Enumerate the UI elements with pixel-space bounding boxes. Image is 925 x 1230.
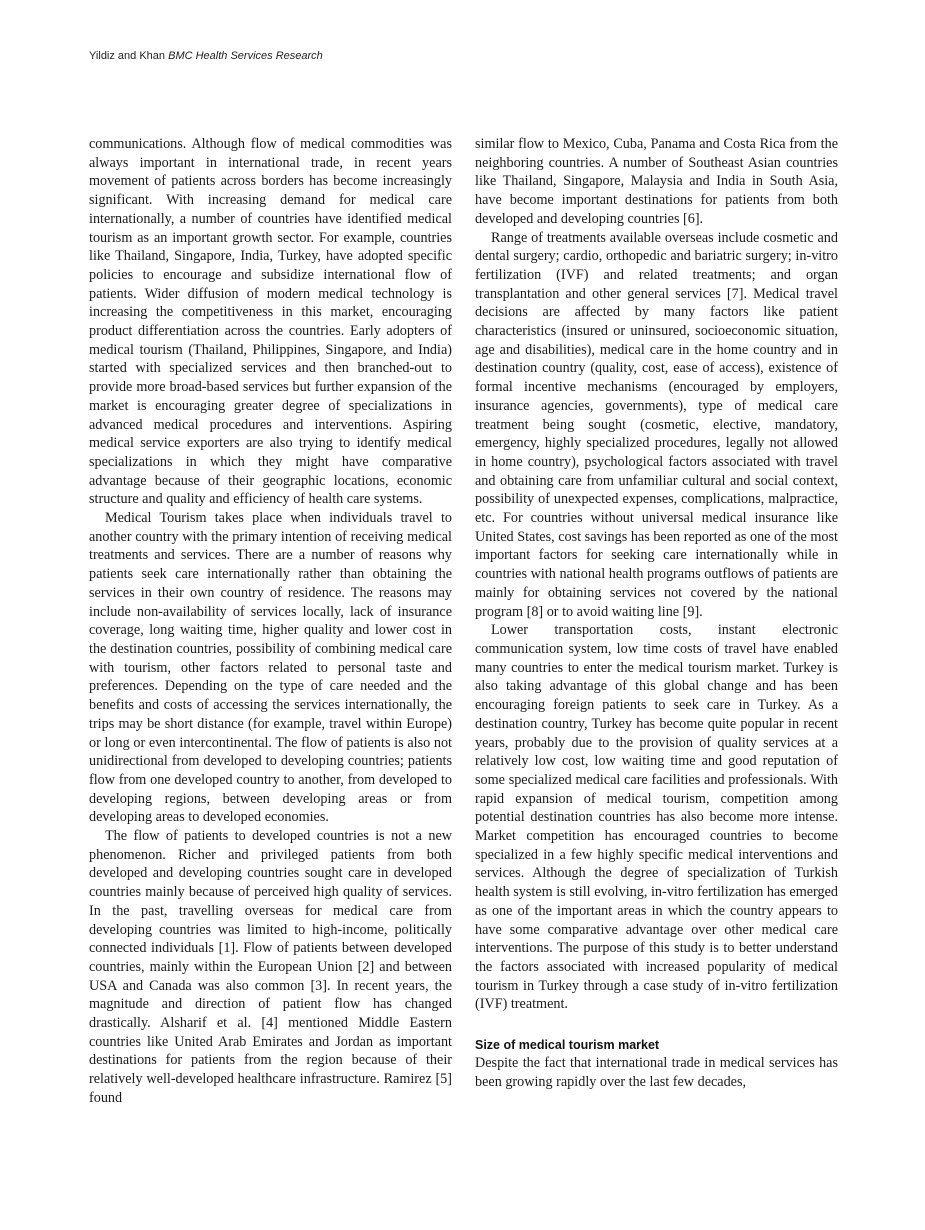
paragraph: Despite the fact that international trade in medical services has been growing rapidly over the last few decades, <box>475 1055 838 1090</box>
section-heading: Size of medical tourism market <box>475 1038 660 1053</box>
paragraph: Lower transportation costs, instant electronic communication system, low time costs of travel have enabled many countries to enter the medical tourism market. Turkey is also taking advantage of this global change and has been encouraging foreign patients to seek care in Turkey. As a destination country, Turkey has become quite popular in recent years, probably due to the provision of quality services at a relatively low cost, low waiting time and good reputation of some specialized medical care facilities and professionals. With rapid expansion of medical tourism, competition among potential destination countries has also become more intense. Market competition has encouraged countries to become specialized in a few highly specific medical interventions and services. Although the degree of specialization of Turkish health system is still evolving, in-vitro fertilization has emerged as one of the important areas in which the country appears to have some comparative advantage over other medical care interventions. The purpose of this study is to better understand the factors associated with increased popularity of medical tourism in Turkey through a case study of in-vitro fertilization (IVF) treatment. <box>475 622 838 1013</box>
right-column <box>475 135 838 1091</box>
paragraph: similar flow to Mexico, Cuba, Panama and Costa Rica from the neighboring countries. A number of Southeast Asian countries like Thailand, Singapore, Malaysia and India in South Asia, have become important destinations for patients from both developed and developing countries [6]. <box>475 136 838 227</box>
running-head <box>89 50 323 62</box>
running-head-authors: Yildiz and Khan <box>89 50 166 62</box>
left-column <box>89 135 452 1108</box>
paragraph: The flow of patients to developed countries is not a new phenomenon. Richer and privileged patients from both developed and developing countries sought care in developed countries mainly because of perceived high quality of services. In the past, travelling overseas for medical care from developing countries was limited to high-income, politically connected individuals [1]. Flow of patients between developed countries, mainly within the European Union [2] and between USA and Canada was also common [3]. In recent years, the magnitude and direction of patient flow has changed drastically. Alsharif et al. [4] mentioned Middle Eastern countries like United Arab Emirates and Jordan as important destinations for patients from the region because of their relatively well-developed healthcare infrastructure. Ramirez [5] found <box>89 828 452 1106</box>
paragraph: Range of treatments available overseas include cosmetic and dental surgery; cardio, orthopedic and bariatric surgery; in-vitro fertilization (IVF) and related treatments; and organ transplantation and other general services [7]. Medical travel decisions are affected by many factors like patient characteristics (insured or uninsured, socioeconomic situation, age and disabilities), medical care in the home country and in destination country (quality, cost, ease of access), existence of formal incentive mechanisms (encouraged by employers, insurance agencies, governments), type of medical care treatment being sought (cosmetic, elective, mandatory, emergency, highly specialized procedures, legally not allowed in home country), psychological factors associated with travel and obtaining care from unfamiliar cultural and social context, possibility of unexpected expenses, complications, malpractice, etc. For countries without universal medical insurance like United States, cost savings has been reported as one of the most important factors for seeking care internationally while in countries with national health programs outflows of patients are mainly for obtaining services not covered by the national program [8] or to avoid waiting line [9]. <box>475 229 838 620</box>
running-head-journal: BMC Health Services Research <box>168 50 323 62</box>
paragraph: Medical Tourism takes place when individuals travel to another country with the primary intention of receiving medical treatments and services. There are a number of reasons why patients seek care internationally rather than obtaining the services in their own country of residence. The reasons may include non-availability of services locally, lack of insurance coverage, long waiting time, higher quality and lower cost in the destination countries, possibility of combining medical care with tourism, other factors related to personal taste and preferences. Depending on the type of care needed and the benefits and costs of accessing the services internationally, the trips may be short distance (for example, travel within Europe) or long or even intercontinental. The flow of patients is also not unidirectional from developed to developing countries; patients flow from one developed country to another, from developed to developing regions, between developing areas or from developing areas to developed economies. <box>89 510 452 826</box>
paragraph: communications. Although flow of medical commodities was always important in international trade, in recent years movement of patients across borders has become increasingly significant. With increasing demand for medical care internationally, a number of countries have identified medical tourism as an important growth sector. For example, countries like Thailand, Singapore, India, Turkey, have adopted specific policies to encourage and subsidize international flow of patients. Wider diffusion of modern medical technology is increasing the competitiveness in this market, encouraging product differentiation across the countries. Early adopters of medical tourism (Thailand, Philippines, Singapore, and India) started with specialized services and then branched-out to provide more broad-based services but further expansion of the market is encouraging greater degree of specializations in advanced medical procedures and interventions. Aspiring medical service exporters are also trying to identify medical specializations in which they might have comparative advantage because of their geographic locations, economic structure and quality and efficiency of health care systems. <box>89 136 452 508</box>
